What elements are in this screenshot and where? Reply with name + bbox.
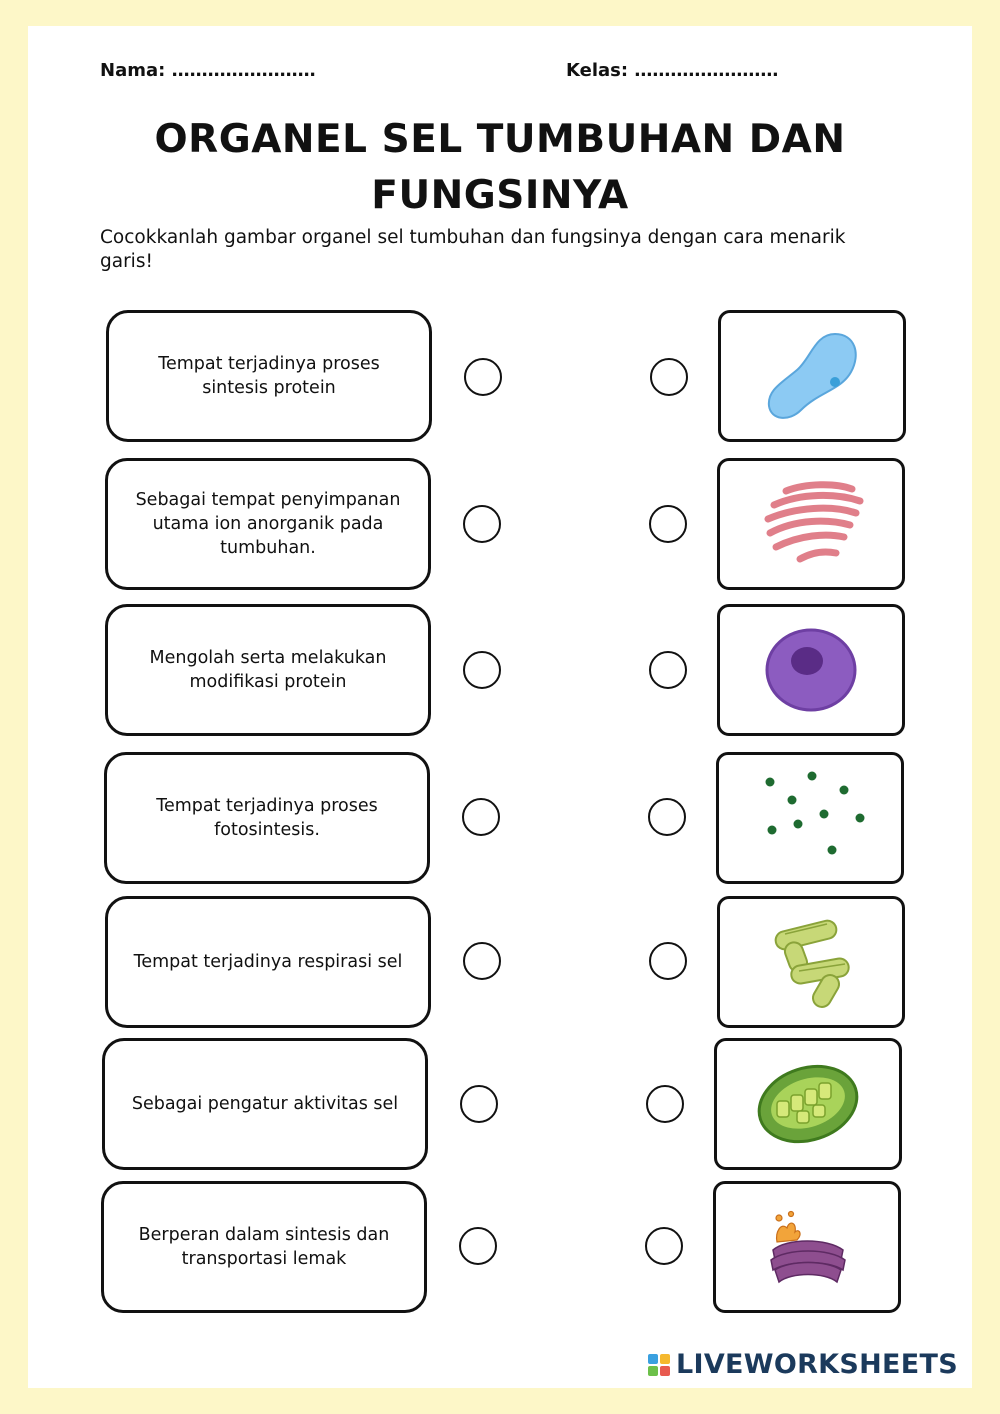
match-dot-left-1[interactable] [464, 358, 502, 396]
match-dot-right-6[interactable] [646, 1085, 684, 1123]
worksheet-page [28, 26, 972, 1388]
function-box-4 [104, 752, 430, 884]
name-field: Nama: …………………… [100, 60, 316, 81]
function-box-2 [105, 458, 431, 590]
worksheet-title [28, 112, 972, 224]
match-dot-left-4[interactable] [462, 798, 500, 836]
title-line-1: ORGANEL SEL TUMBUHAN DAN [154, 117, 846, 162]
nucleus-icon [761, 625, 861, 715]
function-text: Tempat terjadinya proses fotosintesis. [156, 796, 378, 840]
match-dot-left-6[interactable] [460, 1085, 498, 1123]
match-dot-right-7[interactable] [645, 1227, 683, 1265]
endoplasmic-reticulum-icon [756, 479, 866, 569]
brand-mark-icon [648, 1354, 670, 1376]
class-field: Kelas: …………………… [566, 60, 779, 81]
match-dot-left-2[interactable] [463, 505, 501, 543]
match-dot-right-5[interactable] [649, 942, 687, 980]
chloroplast-icon [753, 1059, 863, 1149]
function-box-5 [105, 896, 431, 1028]
function-box-6 [102, 1038, 428, 1170]
ribosome-icon [750, 768, 870, 868]
organelle-image-box-2 [717, 458, 905, 590]
function-text: Tempat terjadinya proses sintesis protein [158, 354, 380, 398]
function-text: Berperan dalam sintesis dan transportasi lemak [138, 1225, 390, 1269]
match-dot-left-5[interactable] [463, 942, 501, 980]
brand-text: LIVEWORKSHEETS [675, 1349, 958, 1380]
function-text: Tempat terjadinya respirasi sel [133, 952, 403, 972]
function-text: Sebagai pengatur aktivitas sel [131, 1094, 399, 1114]
match-dot-left-7[interactable] [459, 1227, 497, 1265]
title-line-2: FUNGSINYA [371, 173, 629, 218]
organelle-image-box-4 [716, 752, 904, 884]
smooth-er-icon [761, 912, 861, 1012]
function-box-1 [106, 310, 432, 442]
match-dot-right-3[interactable] [649, 651, 687, 689]
organelle-image-box-6 [714, 1038, 902, 1170]
organelle-image-box-7 [713, 1181, 901, 1313]
liveworksheets-logo [648, 1349, 958, 1380]
match-dot-left-3[interactable] [463, 651, 501, 689]
match-dot-right-2[interactable] [649, 505, 687, 543]
vacuole-icon [757, 326, 867, 426]
organelle-image-box-1 [718, 310, 906, 442]
function-text: Sebagai tempat penyimpanan utama ion anorganik pada tumbuhan. [135, 490, 401, 558]
instruction-text: Cocokkanlah gambar organel sel tumbuhan dan fungsinya dengan cara menarik garis! [100, 227, 846, 272]
match-dot-right-4[interactable] [648, 798, 686, 836]
golgi-apparatus-icon [757, 1202, 857, 1292]
function-text: Mengolah serta melakukan modifikasi protein [149, 648, 387, 692]
function-box-7 [101, 1181, 427, 1313]
organelle-image-box-3 [717, 604, 905, 736]
function-box-3 [105, 604, 431, 736]
match-dot-right-1[interactable] [650, 358, 688, 396]
organelle-image-box-5 [717, 896, 905, 1028]
